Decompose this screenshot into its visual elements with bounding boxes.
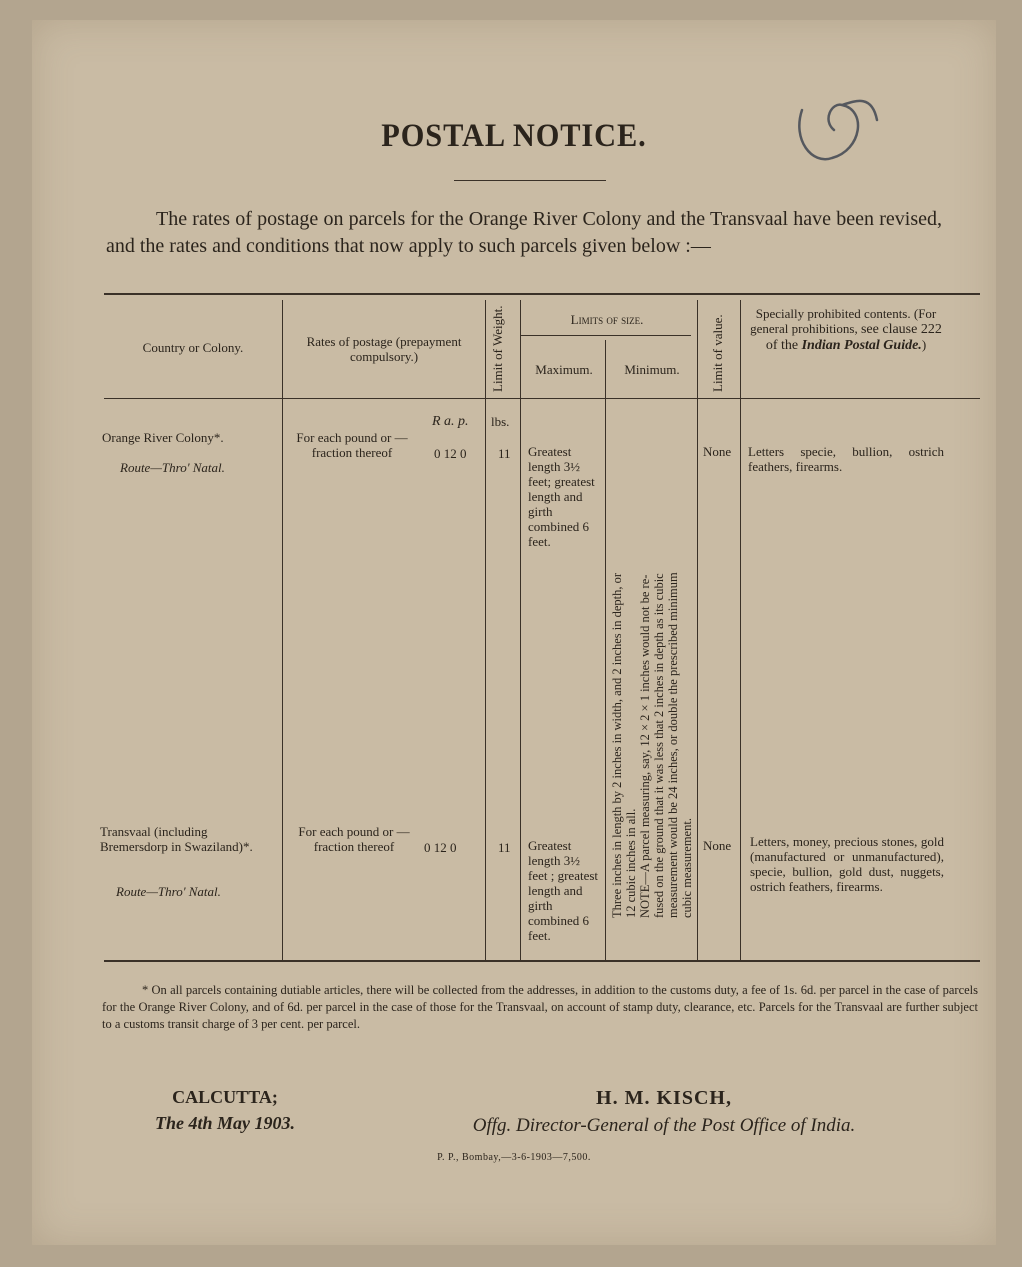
- header-maximum: Maximum.: [535, 362, 593, 377]
- header-prohibited-c: Indian Postal Guide.: [801, 338, 922, 353]
- row1-prohibited: Letters specie, bullion, ostrich feathers, firearms.: [748, 444, 944, 474]
- minimum-line-3: NOTE—A parcel measuring, say, 12 × 2 × 1 inches would not be re-: [638, 574, 652, 918]
- row1-rate-text: For each pound or — fraction thereof: [296, 430, 408, 460]
- header-prohibited-a: Specially prohibited contents. (For general prohibitions,: [750, 306, 937, 336]
- col-rule-6: [740, 300, 741, 960]
- minimum-line-6: cubic measurement.: [680, 818, 694, 918]
- date: The 4th May 1903.: [154, 1113, 295, 1133]
- table-bottom-rule: [104, 960, 980, 962]
- row2-maximum: Greatest length 3½ feet ; greatest length and girth combined 6 feet.: [528, 838, 599, 943]
- row2-country: Transvaal (including Bremersdorp in Swaziland)*.: [100, 824, 253, 854]
- minimum-line-2: 12 cubic inches in all.: [624, 808, 638, 918]
- col-rule-5: [697, 300, 698, 960]
- place-date: [106, 1084, 344, 1136]
- header-rates: Rates of postage (prepayment compulsory.): [306, 334, 462, 364]
- header-prohibited-d: ): [921, 337, 927, 352]
- row2-prohibited: Letters, money, precious stones, gold (manufactured or unmanufactured), specie, bullion, gold dust, nuggets, ostrich feathers, firearms.: [750, 834, 944, 894]
- header-value: Limit of value.: [710, 314, 725, 392]
- header-size: Limits of size.: [570, 312, 644, 327]
- signatory-office: Offg. Director-General of the Post Office of India.: [472, 1115, 856, 1136]
- signatory-name: H. M. KISCH,: [596, 1087, 732, 1109]
- page-title: POSTAL NOTICE.: [381, 118, 647, 154]
- col-rule-3: [520, 300, 521, 960]
- header-prohibited-b: see clause 222 of the: [765, 322, 942, 353]
- minimum-line-4: fused on the ground that it was less that 2 inches in depth as its cubic: [652, 573, 666, 918]
- unit-lbs: lbs.: [491, 414, 510, 429]
- unit-rap: R a. p.: [432, 414, 469, 429]
- city: CALCUTTA;: [172, 1087, 278, 1107]
- col-rule-4: [605, 340, 606, 960]
- col-rule-1: [282, 300, 283, 960]
- title-divider: [454, 180, 606, 181]
- col-rule-2: [485, 300, 486, 960]
- printer-imprint: P. P., Bombay,—3-6-1903—7,500.: [437, 1152, 591, 1163]
- row1-rate-value: 0 12 0: [434, 446, 467, 461]
- row2-rate-value: 0 12 0: [424, 840, 457, 855]
- minimum-line-1: Three inches in length by 2 inches in width, and 2 inches in depth, or: [610, 572, 624, 918]
- row2-rate-text: For each pound or — fraction thereof: [298, 824, 410, 854]
- row2-route: Route—Thro' Natal.: [116, 884, 221, 899]
- size-subheader-rule: [521, 335, 691, 336]
- footnote: * On all parcels containing dutiable articles, there will be collected from the addresses, in addition to the customs duty, a fee of 1s. 6d. per parcel in the case of parcels for the Orange River Colony, and of 6d. per parcel in the case of those for the Transvaal, on account of stamp duty, clearance, etc. Parcels for the Transvaal are further subject to a customs transit charge of 3 per cent. per parcel.: [102, 983, 978, 1031]
- row1-country: Orange River Colony*.: [102, 430, 224, 445]
- header-country: Country or Colony.: [142, 340, 244, 355]
- row1-weight: 11: [498, 446, 511, 461]
- row1-route: Route—Thro' Natal.: [120, 460, 225, 475]
- notice-sheet: [32, 20, 996, 1245]
- row1-value: None: [703, 444, 732, 459]
- header-minimum: Minimum.: [624, 362, 680, 377]
- intro-paragraph: The rates of postage on parcels for the Orange River Colony and the Transvaal have been revised, and the rates and conditions that now apply to such parcels given below :—: [106, 208, 942, 257]
- header-weight: Limit of Weight.: [490, 305, 505, 392]
- signature-block: [404, 1084, 924, 1140]
- row2-weight: 11: [498, 840, 511, 855]
- minimum-line-5: measurement would be 24 inches, or double the prescribed minimum: [666, 572, 680, 918]
- row2-value: None: [703, 838, 732, 853]
- table-top-rule: [104, 293, 980, 295]
- header-prohibited: [746, 306, 946, 353]
- row1-maximum: Greatest length 3½ feet; greatest length and girth combined 6 feet.: [528, 444, 595, 549]
- table-header-rule: [104, 398, 980, 399]
